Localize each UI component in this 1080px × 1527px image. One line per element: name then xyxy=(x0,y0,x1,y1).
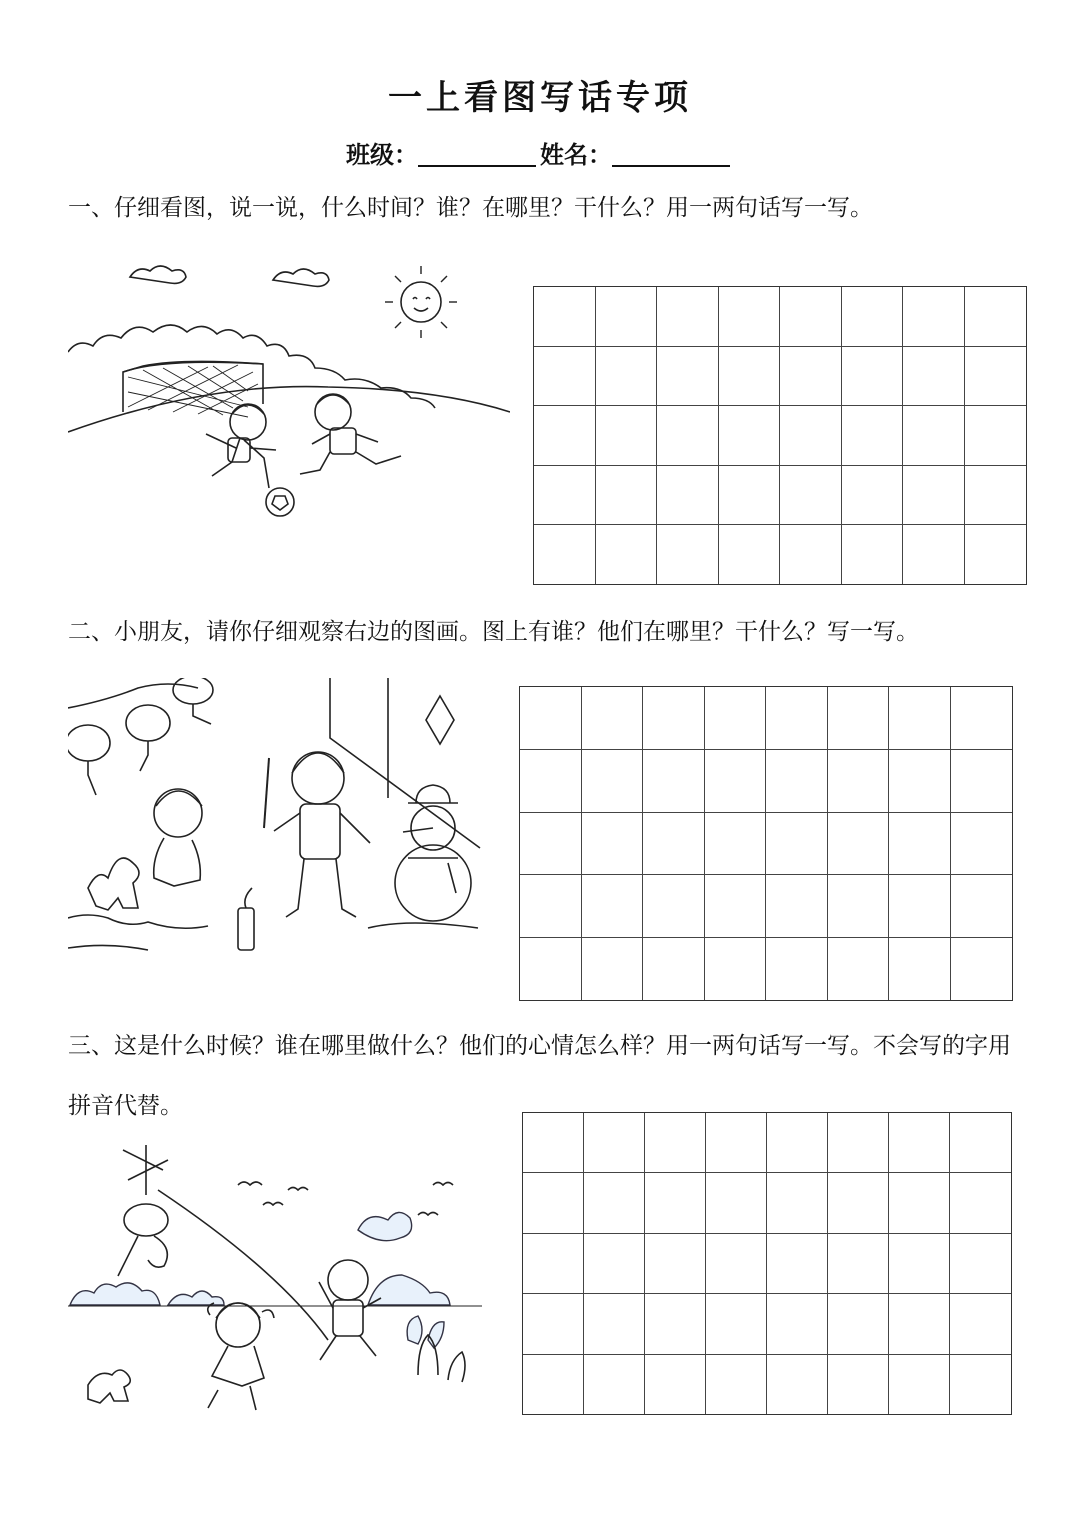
name-blank[interactable] xyxy=(612,141,730,167)
class-blank[interactable] xyxy=(418,141,536,167)
question-3-prompt: 三、这是什么时候？谁在哪里做什么？他们的心情怎么样？用一两句话写一写。不会写的字用拼音代替。 xyxy=(68,1033,1011,1119)
writing-grid-2[interactable] xyxy=(519,686,1013,1001)
soccer-illustration xyxy=(68,252,510,544)
new-year-illustration xyxy=(68,678,482,963)
kite-flying-illustration xyxy=(68,1140,482,1415)
student-info-line xyxy=(0,135,1080,170)
writing-grid-1[interactable] xyxy=(533,286,1027,585)
name-label: 姓名： xyxy=(540,140,612,169)
question-1-prompt: 一、仔细看图，说一说，什么时间？谁？在哪里？干什么？用一两句话写一写。 xyxy=(68,195,873,221)
writing-grid-3[interactable] xyxy=(522,1112,1012,1415)
page-title: 一上看图写话专项 xyxy=(388,78,692,118)
question-2-prompt: 二、小朋友，请你仔细观察右边的图画。图上有谁？他们在哪里？干什么？写一写。 xyxy=(68,619,919,645)
class-label: 班级： xyxy=(346,140,418,169)
